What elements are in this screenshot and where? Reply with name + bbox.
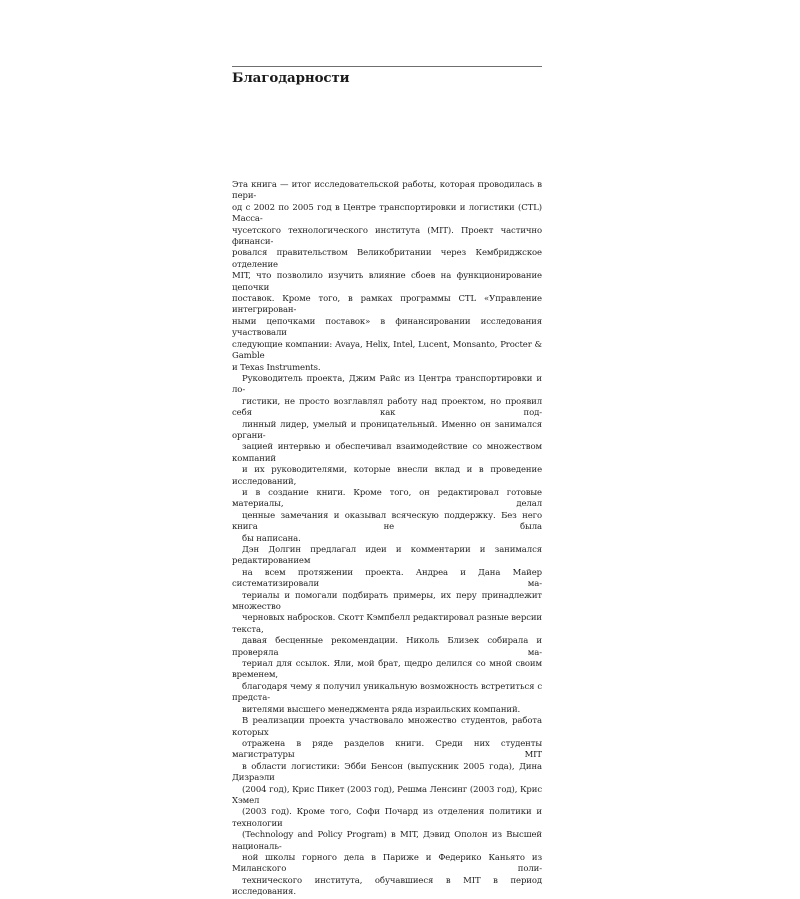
text-line: вителями высшего менеджмента ряда израильских компаний.: [242, 704, 521, 715]
text-line: териалы и помогали подбирать примеры, их перу принадлежит множество: [232, 590, 542, 613]
text-line: (Technology and Policy Program) в MIT, Дэвид Ополон из Высшей националь-: [232, 830, 542, 852]
paragraph-1: [232, 180, 542, 374]
text-line: и Texas Instruments.: [232, 362, 321, 373]
text-line: поставок. Кроме того, в рамках программы CTL «Управление интегрирован-: [232, 294, 542, 316]
text-line: гистики, не просто возглавлял работу над проектом, но проявил себя как под-: [232, 396, 542, 419]
text-line: Дэн Долгин предлагал идеи и комментарии и занимался редактированием: [232, 545, 542, 567]
text-line: (2003 год). Кроме того, Софи Почард из отделения политики и технологии: [232, 807, 542, 829]
text-line: и их руководителями, которые внесли вклад и в проведение исследований,: [232, 465, 542, 487]
text-line: од с 2002 по 2005 год в Центре транспортировки и логистики (CTL) Масса-: [232, 202, 542, 225]
header-rule: [232, 66, 542, 67]
body-text: [232, 180, 542, 899]
text-line: ной школы горного дела в Париже и Федерико Каньято из Миланского поли-: [232, 852, 542, 875]
text-line: ными цепочками поставок» в финансировании исследования участвовали: [232, 316, 542, 339]
paragraph-4: [232, 716, 542, 899]
text-line: давая бесценные рекомендации. Николь Близек собирала и проверяла ма-: [232, 636, 542, 658]
text-line: следующие компании: Avaya, Helix, Intel, Lucent, Monsanto, Procter & Gamble: [232, 339, 542, 362]
text-line: в области логистики: Эбби Бенсон (выпускник 2005 года), Дина Дизраэли: [232, 761, 542, 784]
text-line: на всем протяжении проекта. Андреа и Дана Майер систематизировали ма-: [232, 567, 542, 590]
text-line: и в создание книги. Кроме того, он редактировал готовые материалы, делал: [232, 487, 542, 510]
text-line: линный лидер, умелый и проницательный. Именно он занимался органи-: [232, 419, 542, 441]
text-line: зацией интервью и обеспечивал взаимодействие со множеством компаний: [232, 442, 542, 464]
text-line: В реализации проекта участвовало множество студентов, работа которых: [232, 716, 542, 738]
text-line: черновых набросков. Скотт Кэмпбелл редактировал разные версии текста,: [232, 613, 542, 635]
text-line: благодаря чему я получил уникальную возможность встретиться с предста-: [232, 681, 542, 704]
page-title: Благодарности: [232, 70, 350, 86]
text-line: бы написана.: [242, 533, 301, 544]
text-line: Эта книга — итог исследовательской работы, которая проводилась в пери-: [232, 180, 542, 202]
text-line: технического института, обучавшиеся в MIT в период исследования.: [232, 875, 542, 898]
text-line: ценные замечания и оказывал всяческую поддержку. Без него книга не была: [232, 510, 542, 533]
text-line: MIT, что позволило изучить влияние сбоев на функционирование цепочки: [232, 271, 542, 293]
text-line: Руководитель проекта, Джим Райс из Центра транспортировки и ло-: [232, 373, 542, 396]
text-line: териал для ссылок. Яли, мой брат, щедро делился со мной своим временем,: [232, 659, 542, 681]
text-line: ровался правительством Великобритании через Кембриджское отделение: [232, 248, 542, 270]
text-line: (2004 год), Крис Пикет (2003 год), Решма Ленсинг (2003 год), Крис Хэмел: [232, 784, 542, 806]
text-line: чусетского технологического института (MIT). Проект частично финанси-: [232, 225, 542, 248]
paragraph-3: [232, 545, 542, 716]
text-line: отражена в ряде разделов книги. Среди них студенты магистратуры MIT: [232, 738, 542, 761]
paragraph-2: [232, 374, 542, 545]
